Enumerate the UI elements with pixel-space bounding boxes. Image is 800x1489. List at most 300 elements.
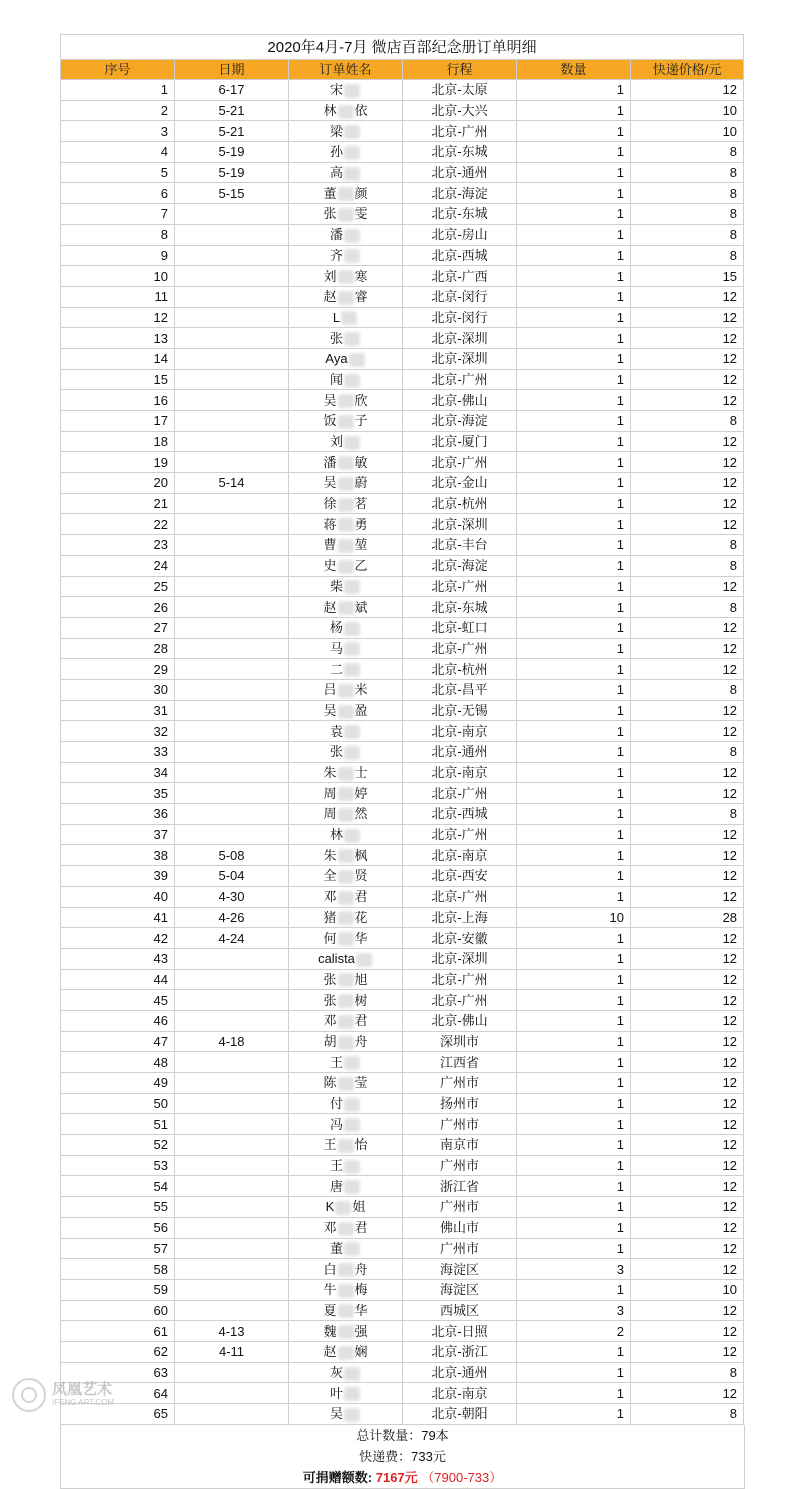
- privacy-blur: [338, 518, 354, 532]
- name-last: 君: [354, 1220, 368, 1236]
- table-row: [61, 928, 744, 949]
- row-price: 12: [631, 1383, 744, 1404]
- privacy-blur: [344, 663, 360, 677]
- row-route: 北京-杭州: [403, 493, 517, 514]
- table-row: [61, 1155, 744, 1176]
- row-date: [175, 369, 289, 390]
- row-name: [289, 1197, 403, 1218]
- privacy-blur: [335, 1201, 351, 1215]
- table-row: [61, 762, 744, 783]
- row-route: 北京-东城: [403, 204, 517, 225]
- row-date: [175, 969, 289, 990]
- row-qty: 1: [517, 1073, 631, 1094]
- row-date: [175, 1073, 289, 1094]
- name-first: 吴: [323, 702, 337, 718]
- row-route: 江西省: [403, 1052, 517, 1073]
- row-name: [289, 493, 403, 514]
- row-seq: 43: [61, 948, 175, 969]
- row-date: [175, 742, 289, 763]
- name-last: 梅: [354, 1282, 368, 1298]
- row-qty: 1: [517, 307, 631, 328]
- row-name: [289, 721, 403, 742]
- row-seq: 5: [61, 162, 175, 183]
- row-name: [289, 1176, 403, 1197]
- row-qty: 1: [517, 742, 631, 763]
- table-row: [61, 659, 744, 680]
- row-route: 佛山市: [403, 1217, 517, 1238]
- row-price: 12: [631, 1217, 744, 1238]
- privacy-blur: [338, 994, 354, 1008]
- name-first: 孙: [329, 144, 343, 160]
- total-quantity: 总计数量：79本: [356, 1427, 449, 1443]
- row-route: 北京-西城: [403, 804, 517, 825]
- name-last: 子: [354, 413, 368, 429]
- table-row: [61, 969, 744, 990]
- row-date: [175, 762, 289, 783]
- table-row: [61, 1404, 744, 1425]
- row-seq: 26: [61, 597, 175, 618]
- header-route: 行程: [403, 60, 517, 80]
- row-name: [289, 1114, 403, 1135]
- row-date: 5-19: [175, 142, 289, 163]
- row-price: 12: [631, 1259, 744, 1280]
- row-seq: 11: [61, 286, 175, 307]
- name-first: 邓: [323, 1220, 337, 1236]
- privacy-blur: [338, 1077, 354, 1091]
- row-route: 北京-浙江: [403, 1341, 517, 1362]
- row-date: [175, 1238, 289, 1259]
- row-qty: 1: [517, 328, 631, 349]
- table-row: [61, 431, 744, 452]
- row-seq: 1: [61, 80, 175, 101]
- row-qty: 1: [517, 783, 631, 804]
- privacy-blur: [338, 1284, 354, 1298]
- privacy-blur: [344, 1180, 360, 1194]
- row-date: [175, 990, 289, 1011]
- row-date: [175, 286, 289, 307]
- row-price: 12: [631, 1300, 744, 1321]
- table-row: [61, 348, 744, 369]
- row-seq: 56: [61, 1217, 175, 1238]
- row-route: 广州市: [403, 1197, 517, 1218]
- name-first: 赵: [323, 599, 337, 615]
- row-date: [175, 266, 289, 287]
- row-date: 4-24: [175, 928, 289, 949]
- name-first: 何: [323, 930, 337, 946]
- row-qty: 1: [517, 183, 631, 204]
- row-seq: 22: [61, 514, 175, 535]
- row-qty: 1: [517, 762, 631, 783]
- header-qty: 数量: [517, 60, 631, 80]
- row-route: 北京-广州: [403, 576, 517, 597]
- row-seq: 61: [61, 1321, 175, 1342]
- row-date: [175, 411, 289, 432]
- row-name: [289, 142, 403, 163]
- row-price: 12: [631, 824, 744, 845]
- name-first: 张: [329, 744, 343, 760]
- privacy-blur: [338, 767, 354, 781]
- row-seq: 31: [61, 700, 175, 721]
- sheet-title: 2020年4月-7月 微店百部纪念册订单明细: [61, 35, 744, 60]
- row-name: [289, 307, 403, 328]
- name-first: 马: [329, 640, 343, 656]
- row-qty: 2: [517, 1321, 631, 1342]
- table-row: [61, 576, 744, 597]
- table-row: [61, 493, 744, 514]
- privacy-blur: [338, 1263, 354, 1277]
- name-last: 雯: [354, 206, 368, 222]
- row-route: 北京-广州: [403, 783, 517, 804]
- row-name: [289, 990, 403, 1011]
- row-route: 北京-广州: [403, 121, 517, 142]
- row-name: [289, 845, 403, 866]
- row-price: 12: [631, 1093, 744, 1114]
- name-last: 寒: [354, 268, 368, 284]
- row-route: 北京-南京: [403, 1383, 517, 1404]
- privacy-blur: [338, 684, 354, 698]
- row-seq: 30: [61, 679, 175, 700]
- row-price: 12: [631, 307, 744, 328]
- privacy-blur: [338, 394, 354, 408]
- row-qty: 1: [517, 1362, 631, 1383]
- name-first: 白: [323, 1261, 337, 1277]
- row-route: 北京-无锡: [403, 700, 517, 721]
- name-first: 闻: [329, 371, 343, 387]
- row-route: 北京-虹口: [403, 617, 517, 638]
- row-date: [175, 804, 289, 825]
- row-seq: 36: [61, 804, 175, 825]
- name-first: 付: [329, 1096, 343, 1112]
- privacy-blur: [338, 208, 354, 222]
- privacy-blur: [338, 973, 354, 987]
- row-price: 8: [631, 535, 744, 556]
- name-last: 舟: [354, 1261, 368, 1277]
- row-route: 北京-深圳: [403, 514, 517, 535]
- name-last: 勇: [354, 516, 368, 532]
- row-name: [289, 1052, 403, 1073]
- row-seq: 25: [61, 576, 175, 597]
- row-price: 12: [631, 431, 744, 452]
- table-row: [61, 1217, 744, 1238]
- row-route: 北京-西城: [403, 245, 517, 266]
- row-route: 南京市: [403, 1135, 517, 1156]
- row-date: [175, 1279, 289, 1300]
- table-row: [61, 1073, 744, 1094]
- row-name: [289, 638, 403, 659]
- row-price: 12: [631, 576, 744, 597]
- table-row: [61, 1031, 744, 1052]
- row-seq: 55: [61, 1197, 175, 1218]
- row-name: [289, 1135, 403, 1156]
- row-date: [175, 1217, 289, 1238]
- name-first: 张: [323, 971, 337, 987]
- name-first: calista: [318, 951, 355, 967]
- name-first: 史: [323, 558, 337, 574]
- row-name: [289, 369, 403, 390]
- table-row: [61, 1176, 744, 1197]
- privacy-blur: [338, 849, 354, 863]
- name-last: 睿: [354, 289, 368, 305]
- row-seq: 37: [61, 824, 175, 845]
- row-route: 北京-厦门: [403, 431, 517, 452]
- name-last: 敏: [354, 454, 368, 470]
- row-price: 8: [631, 183, 744, 204]
- table-row: [61, 245, 744, 266]
- row-seq: 35: [61, 783, 175, 804]
- table-row: [61, 535, 744, 556]
- row-seq: 45: [61, 990, 175, 1011]
- row-route: 北京-广州: [403, 990, 517, 1011]
- name-first: 刘: [329, 434, 343, 450]
- name-last: 枫: [354, 847, 368, 863]
- name-first: 吴: [323, 475, 337, 491]
- table-row: [61, 266, 744, 287]
- table-row: [61, 742, 744, 763]
- row-name: [289, 804, 403, 825]
- privacy-blur: [338, 932, 354, 946]
- row-name: [289, 555, 403, 576]
- name-first: 周: [323, 785, 337, 801]
- name-first: 林: [329, 827, 343, 843]
- name-first: 王: [323, 1137, 337, 1153]
- row-route: 北京-广州: [403, 638, 517, 659]
- name-last: 乙: [354, 558, 368, 574]
- table-row: [61, 1362, 744, 1383]
- row-route: 北京-房山: [403, 224, 517, 245]
- privacy-blur: [338, 105, 354, 119]
- row-qty: 1: [517, 411, 631, 432]
- row-route: 北京-佛山: [403, 1010, 517, 1031]
- name-last: 依: [354, 103, 368, 119]
- summary-block: [60, 1425, 745, 1489]
- privacy-blur: [338, 456, 354, 470]
- row-qty: 1: [517, 928, 631, 949]
- row-seq: 38: [61, 845, 175, 866]
- donation-calc: （7900-733）: [421, 1469, 503, 1485]
- row-qty: 1: [517, 493, 631, 514]
- row-seq: 18: [61, 431, 175, 452]
- row-price: 12: [631, 659, 744, 680]
- row-seq: 53: [61, 1155, 175, 1176]
- row-seq: 29: [61, 659, 175, 680]
- row-qty: 1: [517, 824, 631, 845]
- privacy-blur: [344, 146, 360, 160]
- table-row: [61, 390, 744, 411]
- privacy-blur: [344, 1118, 360, 1132]
- table-row: [61, 204, 744, 225]
- row-qty: 1: [517, 1217, 631, 1238]
- row-date: [175, 617, 289, 638]
- row-qty: 1: [517, 866, 631, 887]
- row-seq: 4: [61, 142, 175, 163]
- watermark-text: 凤凰艺术: [52, 1381, 113, 1398]
- row-price: 12: [631, 617, 744, 638]
- name-last: 娴: [354, 1344, 368, 1360]
- name-last: 莹: [354, 1075, 368, 1091]
- row-route: 北京-上海: [403, 907, 517, 928]
- row-seq: 27: [61, 617, 175, 638]
- privacy-blur: [338, 911, 354, 925]
- row-route: 广州市: [403, 1238, 517, 1259]
- table-row: [61, 514, 744, 535]
- name-first: 潘: [329, 227, 343, 243]
- row-date: [175, 493, 289, 514]
- row-name: [289, 597, 403, 618]
- row-qty: 3: [517, 1259, 631, 1280]
- row-route: 北京-深圳: [403, 948, 517, 969]
- privacy-blur: [344, 1098, 360, 1112]
- row-date: [175, 1300, 289, 1321]
- row-route: 浙江省: [403, 1176, 517, 1197]
- row-price: 12: [631, 700, 744, 721]
- row-date: [175, 721, 289, 742]
- row-price: 8: [631, 245, 744, 266]
- name-first: 刘: [323, 268, 337, 284]
- row-name: [289, 1155, 403, 1176]
- row-name: [289, 1362, 403, 1383]
- row-price: 12: [631, 369, 744, 390]
- name-first: 邓: [323, 1013, 337, 1029]
- row-price: 12: [631, 328, 744, 349]
- row-route: 北京-闵行: [403, 286, 517, 307]
- name-first: 全: [323, 868, 337, 884]
- row-seq: 17: [61, 411, 175, 432]
- name-first: 张: [323, 206, 337, 222]
- row-seq: 50: [61, 1093, 175, 1114]
- row-date: [175, 1176, 289, 1197]
- row-name: [289, 886, 403, 907]
- name-last: 华: [354, 930, 368, 946]
- row-qty: 1: [517, 948, 631, 969]
- row-name: [289, 700, 403, 721]
- table-row: [61, 886, 744, 907]
- row-price: 8: [631, 555, 744, 576]
- row-name: [289, 679, 403, 700]
- name-first: 朱: [323, 847, 337, 863]
- row-qty: 1: [517, 617, 631, 638]
- row-qty: 1: [517, 80, 631, 101]
- row-route: 北京-通州: [403, 162, 517, 183]
- row-date: 5-04: [175, 866, 289, 887]
- row-qty: 1: [517, 1010, 631, 1031]
- row-qty: 1: [517, 597, 631, 618]
- row-price: 10: [631, 1279, 744, 1300]
- row-date: [175, 1135, 289, 1156]
- table-row: [61, 1052, 744, 1073]
- privacy-blur: [344, 1056, 360, 1070]
- name-last: 蔚: [354, 475, 368, 491]
- privacy-blur: [338, 291, 354, 305]
- row-seq: 60: [61, 1300, 175, 1321]
- name-first: 周: [323, 806, 337, 822]
- row-qty: 1: [517, 431, 631, 452]
- row-route: 北京-日照: [403, 1321, 517, 1342]
- name-last: 米: [354, 682, 368, 698]
- table-row: [61, 1341, 744, 1362]
- row-route: 北京-西安: [403, 866, 517, 887]
- row-qty: 1: [517, 1135, 631, 1156]
- row-seq: 40: [61, 886, 175, 907]
- row-date: 4-26: [175, 907, 289, 928]
- row-price: 12: [631, 1114, 744, 1135]
- row-qty: 1: [517, 1341, 631, 1362]
- table-row: [61, 824, 744, 845]
- row-price: 12: [631, 493, 744, 514]
- row-seq: 47: [61, 1031, 175, 1052]
- row-date: [175, 307, 289, 328]
- row-route: 北京-广州: [403, 886, 517, 907]
- row-date: [175, 204, 289, 225]
- row-route: 北京-南京: [403, 845, 517, 866]
- row-name: [289, 1217, 403, 1238]
- name-first: 赵: [323, 289, 337, 305]
- row-date: [175, 1052, 289, 1073]
- row-price: 8: [631, 142, 744, 163]
- row-qty: 1: [517, 721, 631, 742]
- table-row: [61, 783, 744, 804]
- row-route: 广州市: [403, 1155, 517, 1176]
- table-row: [61, 948, 744, 969]
- row-price: 12: [631, 286, 744, 307]
- row-price: 8: [631, 162, 744, 183]
- name-first: 徐: [323, 496, 337, 512]
- row-route: 北京-大兴: [403, 100, 517, 121]
- row-seq: 7: [61, 204, 175, 225]
- row-route: 海淀区: [403, 1259, 517, 1280]
- name-last: 君: [354, 889, 368, 905]
- row-route: 广州市: [403, 1073, 517, 1094]
- row-seq: 59: [61, 1279, 175, 1300]
- row-price: 12: [631, 969, 744, 990]
- name-last: 婷: [354, 785, 368, 801]
- row-date: 4-13: [175, 1321, 289, 1342]
- row-name: [289, 783, 403, 804]
- row-price: 12: [631, 1155, 744, 1176]
- name-first: 宋: [329, 82, 343, 98]
- row-price: 12: [631, 886, 744, 907]
- row-name: [289, 1300, 403, 1321]
- name-first: 蒋: [323, 516, 337, 532]
- row-date: 5-19: [175, 162, 289, 183]
- row-name: [289, 431, 403, 452]
- name-first: 邓: [323, 889, 337, 905]
- row-name: [289, 824, 403, 845]
- table-row: [61, 679, 744, 700]
- row-name: [289, 390, 403, 411]
- row-seq: 23: [61, 535, 175, 556]
- table-row: [61, 721, 744, 742]
- row-name: [289, 100, 403, 121]
- row-qty: 1: [517, 804, 631, 825]
- row-route: 扬州市: [403, 1093, 517, 1114]
- row-route: 北京-太原: [403, 80, 517, 101]
- row-price: 8: [631, 224, 744, 245]
- row-route: 北京-海淀: [403, 183, 517, 204]
- row-price: 12: [631, 1341, 744, 1362]
- row-seq: 12: [61, 307, 175, 328]
- row-date: 6-17: [175, 80, 289, 101]
- name-first: 唐: [329, 1178, 343, 1194]
- row-seq: 21: [61, 493, 175, 514]
- row-date: 5-21: [175, 121, 289, 142]
- row-price: 12: [631, 721, 744, 742]
- table-row: [61, 617, 744, 638]
- row-price: 8: [631, 804, 744, 825]
- privacy-blur: [338, 1346, 354, 1360]
- row-route: 北京-深圳: [403, 328, 517, 349]
- row-name: [289, 473, 403, 494]
- row-price: 8: [631, 204, 744, 225]
